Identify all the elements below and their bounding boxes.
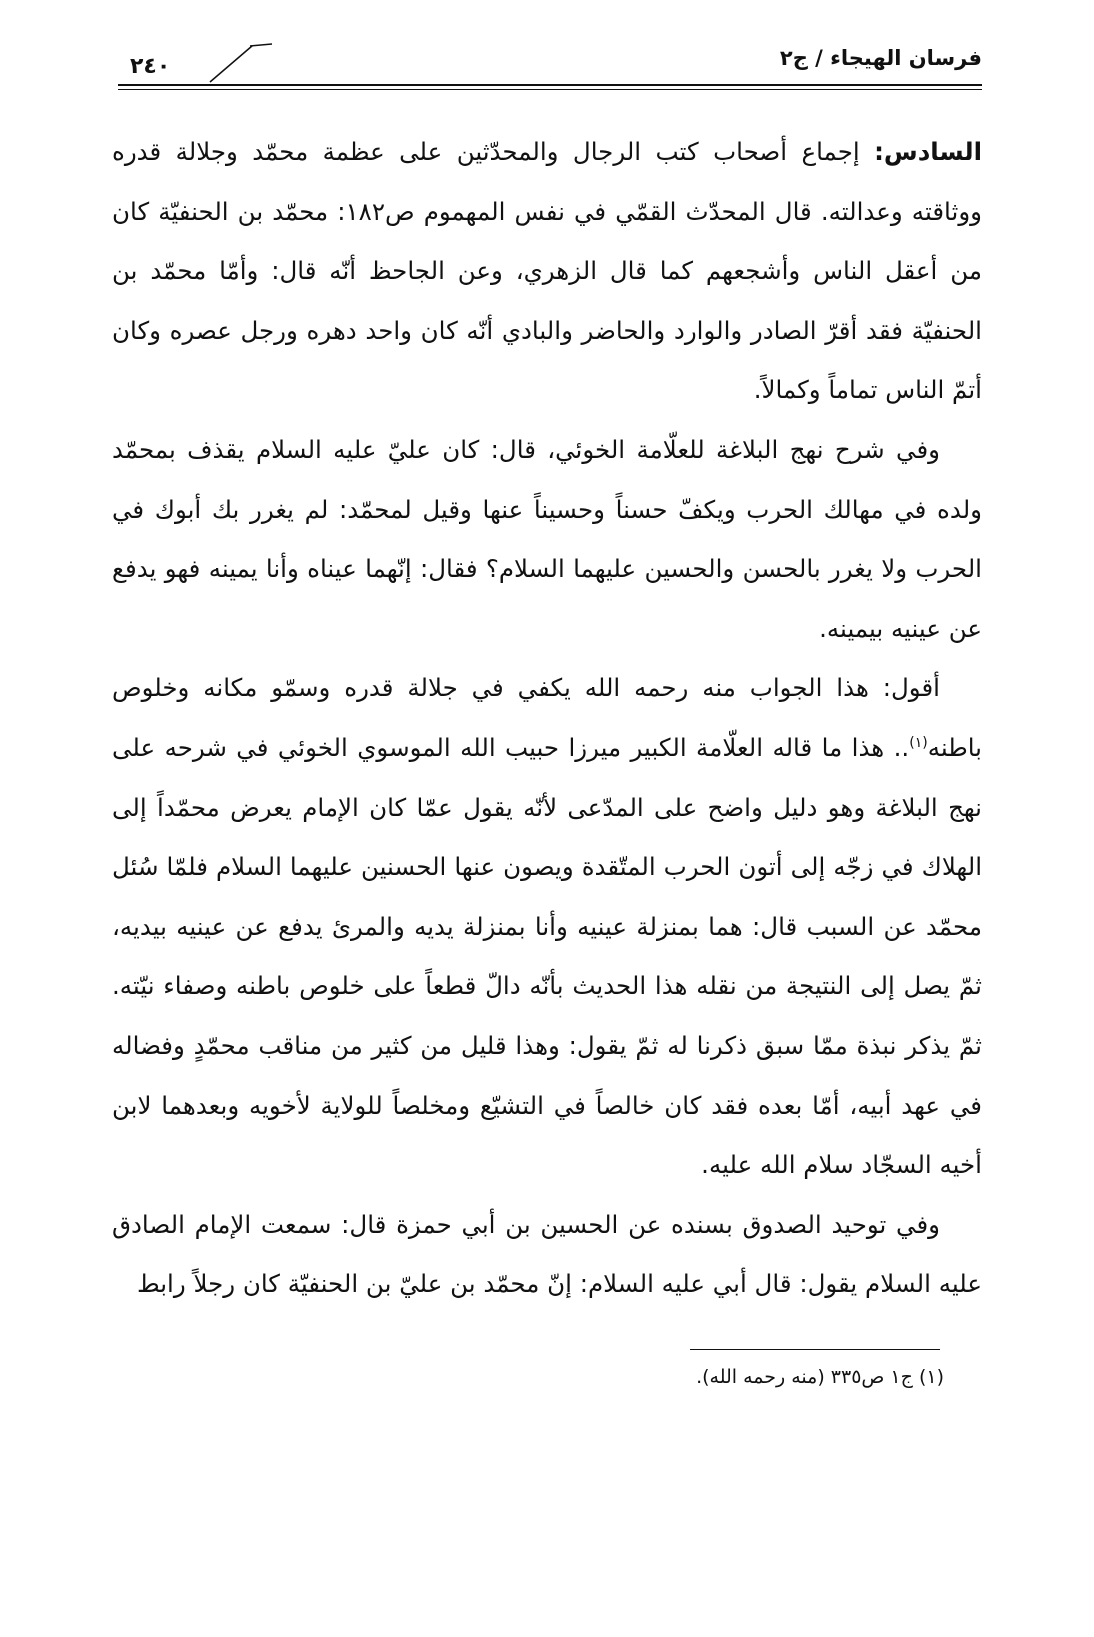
main-text <box>112 122 982 1314</box>
paragraph <box>112 658 982 1194</box>
running-title: فرسان الهيجاء / ج٢ <box>779 46 982 70</box>
paragraph: وفي توحيد الصدوق بسنده عن الحسين بن أبي حمزة قال: سمعت الإمام الصادق عليه السلام يقول: قال أبي عليه السلام: إنّ محمّد بن عليّ بن الحنفيّة كان رجلاً رابط <box>112 1209 982 1299</box>
paragraph: وفي شرح نهج البلاغة للعلّامة الخوئي، قال: كان عليّ عليه السلام يقذف بمحمّد ولده في مهالك الحرب ويكفّ حسناً وحسيناً عنها وقيل لمحمّد: لم يغرر بك أبوك في الحرب ولا يغرر بالحسن والحسين عليهما السلام؟ فقال: إنّهما عيناه وأنا يمينه فهو يدفع عن عينيه بيمينه. <box>112 434 982 643</box>
paragraph-text: إجماع أصحاب كتب الرجال والمحدّثين على عظمة محمّد وجلالة قدره ووثاقته وعدالته. قال المحدّث القمّي في نفس المهموم ص١٨٢: محمّد بن الحنفيّة كان من أعقل الناس وأشجعهم كما قال الزهري، وعن الجاحظ أنّه قال: وأمّا محمّد بن الحنفيّة فقد أقرّ الصادر والوارد والحاضر والبادي أنّه كان واحد دهره ورجل عصره وكان أتمّ الناس تماماً وكمالاً. <box>112 137 982 405</box>
page-header <box>118 40 982 94</box>
paragraph-text: أقول: هذا الجواب منه رحمه الله يكفي في جلالة قدره وسمّو مكانه وخلوص باطنه <box>112 673 982 762</box>
footnote-ref[interactable]: (١) <box>909 734 928 751</box>
paragraph <box>112 122 982 420</box>
footnote: (١) ج١ ص٣٣٥ (منه رحمه الله). <box>696 1366 944 1388</box>
footnote-separator <box>690 1349 940 1350</box>
paragraph-lead: السادس: <box>874 137 982 166</box>
page-number: ٢٤٠ <box>130 54 171 79</box>
header-rule <box>118 84 982 86</box>
header-rule-thin <box>118 89 982 90</box>
paragraph-text: .. هذا ما قاله العلّامة الكبير ميرزا حبيب الله الموسوي الخوئي في شرحه على نهج البلاغة وهو دليل واضح على المدّعى لأنّه يقول عمّا كان الإمام يعرض محمّداً إلى الهلاك في زجّه إلى أتون الحرب المتّقدة ويصون عنها الحسنين عليهما السلام فلمّا سُئل محمّد عن السبب قال: هما بمنزلة عينيه وأنا بمنزلة يديه والمرئ يدفع عن عينيه بيديه، ثمّ يصل إلى النتيجة من نقله هذا الحديث بأنّه دالّ قطعاً على خلوص باطنه وصفاء نيّته. ثمّ يذكر نبذة ممّا سبق ذكرنا له ثمّ يقول: وهذا قليل من كثير من مناقب محمّدٍ وفضاله في عهد أبيه، أمّا بعده فقد كان خالصاً في التشيّع ومخلصاً للولاية لأخويه وبعدهما لابن أخيه السجّاد سلام الله عليه. <box>112 732 982 1180</box>
header-ornament <box>206 42 276 86</box>
